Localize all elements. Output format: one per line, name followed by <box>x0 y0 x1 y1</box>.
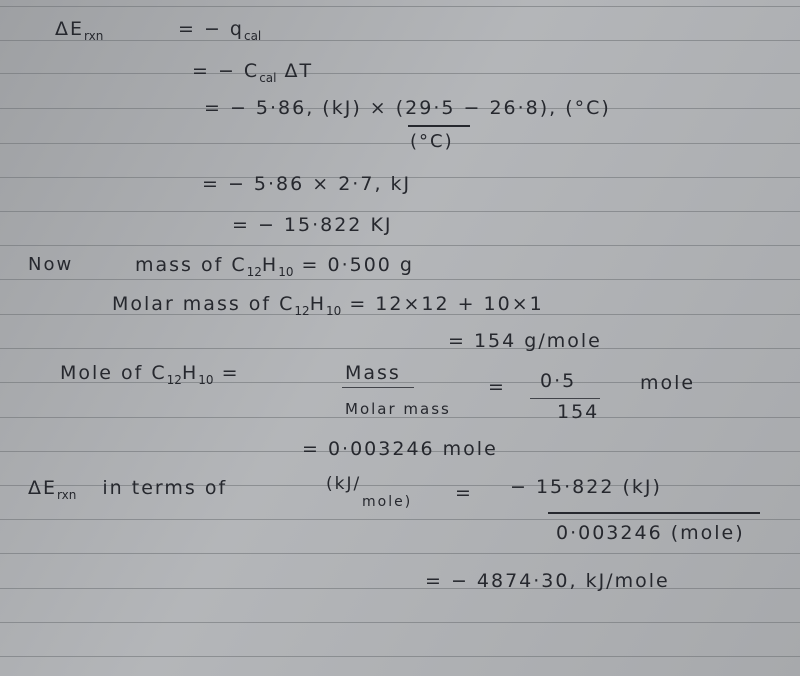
molar-mass-denominator: Molar mass <box>345 400 451 418</box>
molar-mass-value: 154 <box>557 401 600 423</box>
mole-unit: mole <box>640 372 696 394</box>
heat-product-expression: = − 5·86 × 2·7, kJ <box>202 173 412 195</box>
value-fraction-bar <box>530 398 600 399</box>
delta-e-rxn-label: $\Delta E_{rxn}$ <box>55 18 104 43</box>
energy-unit-numerator: (kJ/ <box>326 474 362 494</box>
mass-value: 0·5 <box>540 370 577 392</box>
heat-substitution-expression: = − 5·86, (kJ) × (29·5 − 26·8), (°C) <box>204 97 611 119</box>
heat-result: = − 15·822 KJ <box>232 214 393 236</box>
molar-mass-statement: Molar mass of $C_{12}H_{10} = 12\times 12 + 10\times 1$ <box>112 293 544 318</box>
unit-denominator: (°C) <box>410 131 454 152</box>
mass-statement: mass of $C_{12}H_{10} = 0\cdot 500$ g <box>135 254 414 279</box>
c-cal-delta-t-expression: = − $C_{cal}$ ΔT <box>192 60 314 85</box>
energy-unit-denominator: mole) <box>362 494 413 510</box>
final-energy-result: = − 4874·30, kJ/mole <box>425 570 670 592</box>
mole-equals-sign: = <box>488 376 506 398</box>
energy-fraction-bar <box>548 512 760 514</box>
mole-fraction-numerator: Mass <box>345 362 401 384</box>
q-cal-expression: = − $q_{cal}$ <box>178 18 262 43</box>
energy-denominator: 0·003246 (mole) <box>556 522 745 544</box>
mole-fraction-bar <box>342 387 414 388</box>
mole-result: = 0·003246 mole <box>302 438 498 460</box>
unit-fraction-bar <box>408 125 470 127</box>
now-label: Now <box>28 254 74 275</box>
mole-statement: Mole of $C_{12}H_{10}$ = <box>60 362 240 387</box>
energy-per-mole-label: $\Delta E_{rxn}$ in terms of <box>28 477 228 502</box>
molar-mass-result: = 154 g/mole <box>448 330 602 352</box>
energy-equals-sign: = <box>455 482 473 504</box>
energy-numerator: − 15·822 (kJ) <box>510 476 662 498</box>
